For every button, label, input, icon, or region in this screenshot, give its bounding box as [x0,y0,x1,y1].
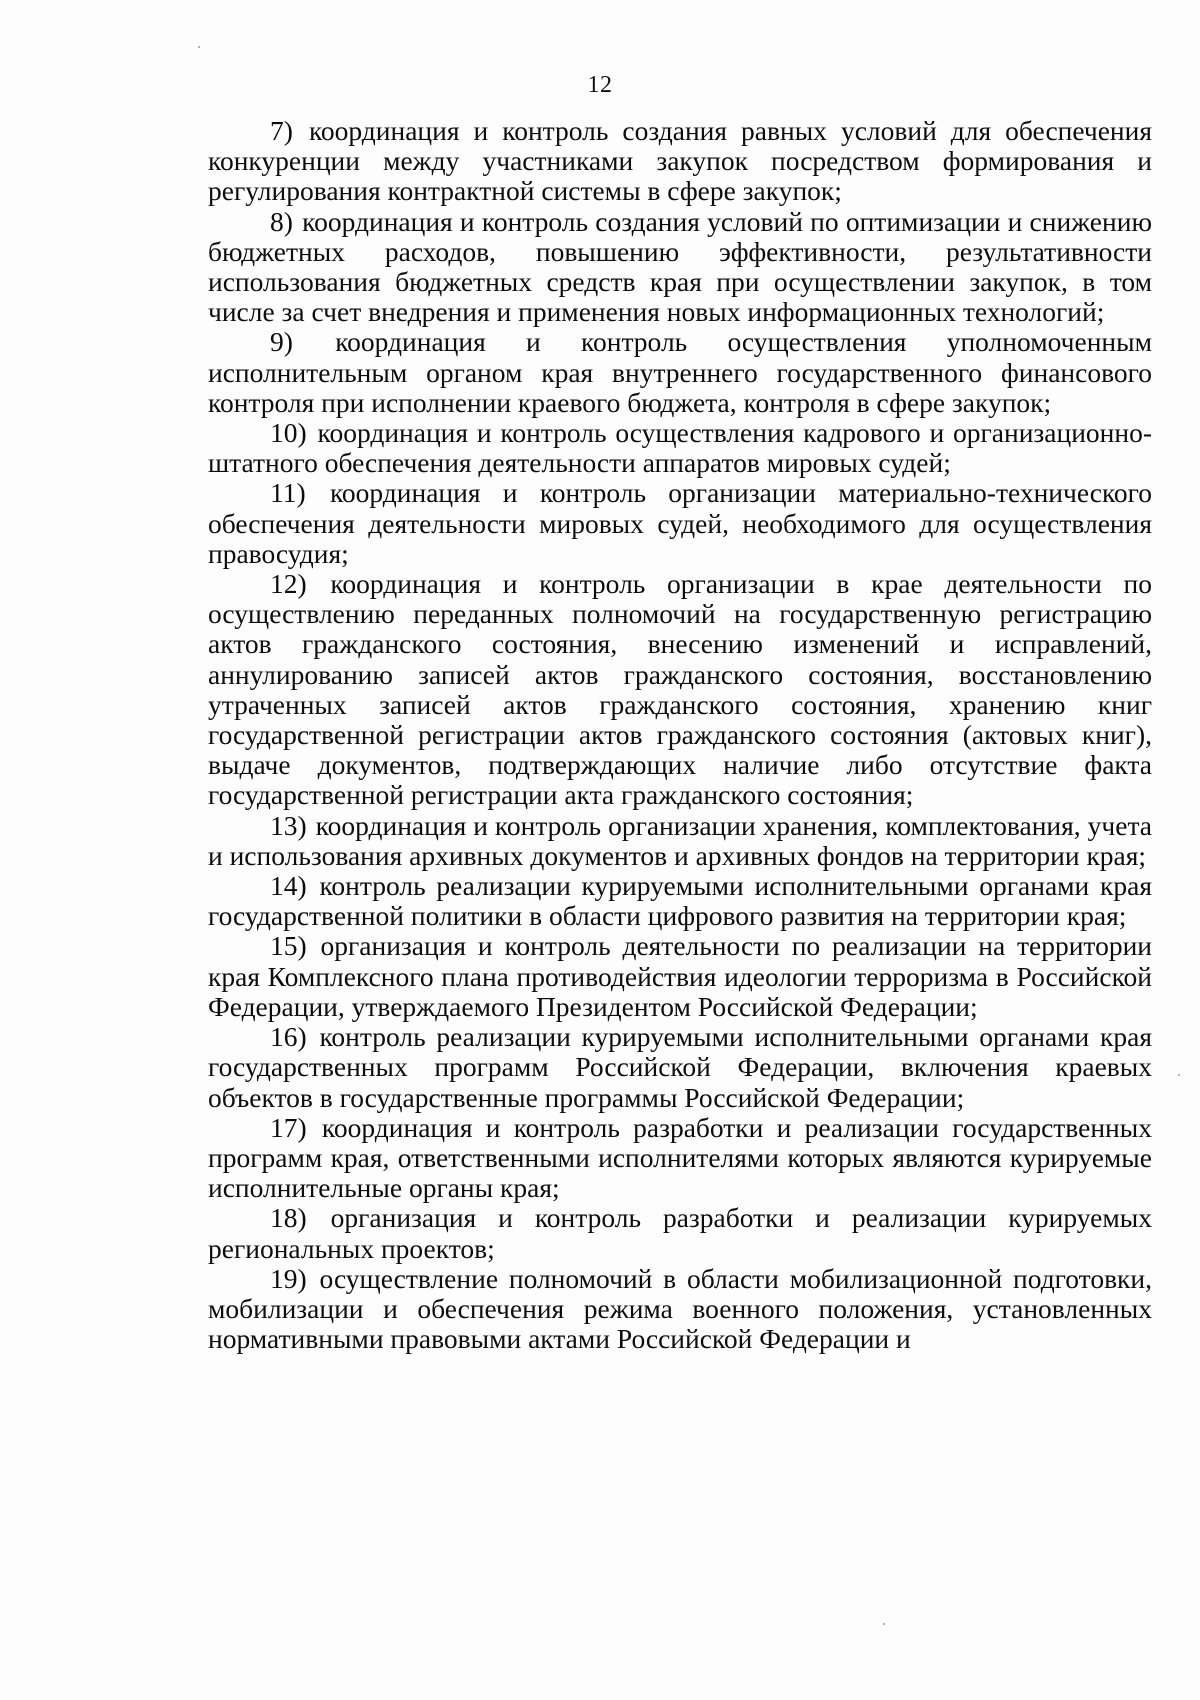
item-number: 13) [270,809,307,841]
list-item-18 [208,1203,1152,1263]
scan-speck [883,1623,885,1625]
item-text: координация и контроль осуществления уполномоченным исполнительным органом края внутреннего государственного финансового контроля при исполнении краевого бюджета, контроля в сфере закупок; [208,326,1153,418]
list-item-11 [208,478,1152,569]
item-text: организация и контроль разработки и реализации курируемых региональных проектов; [208,1202,1153,1264]
item-number: 14) [270,870,307,902]
item-text: контроль реализации курируемыми исполнительными органами края государственных программ Российской Федерации, включения краевых объектов в государственные программы Российской Федерации; [208,1021,1152,1113]
list-item-10 [208,418,1152,478]
item-text: осуществление полномочий в области мобилизационной подготовки, мобилизации и обеспечения режима военного положения, установленных нормативными правовыми актами Российской Федерации и [208,1262,1153,1355]
item-text: координация и контроль организации хранения, комплектования, учета и использования архивных документов и архивных фондов на территории края; [208,809,1153,871]
item-number: 11) [270,477,306,509]
list-item-7 [208,116,1152,207]
list-item-12 [208,569,1152,811]
list-item-9 [208,327,1152,418]
item-text: координация и контроль организации в крае деятельности по осуществлению переданных полномочий на государственную регистрацию актов гражданского состояния, внесению изменений и исправлений, аннулированию записей актов гражданского состояния, восстановлению утраченных записей актов гражданского состояния, хранению книг государственной регистрации актов гражданского состояния (актовых книг), выдаче документов, подтверждающих наличие либо отсутствие факта государственной регистрации акта гражданского состояния; [208,568,1152,811]
item-text: координация и контроль организации материально-технического обеспечения деятельности мировых судей, необходимого для осуществления правосудия; [208,477,1152,569]
item-number: 18) [270,1202,307,1234]
item-number: 9) [270,326,293,358]
list-item-8 [208,207,1152,328]
item-number: 8) [270,205,293,237]
item-text: координация и контроль разработки и реализации государственных программ края, ответственными исполнителями которых являются курируемые исполнительные органы края; [208,1111,1152,1204]
scan-speck [1178,1074,1180,1076]
item-number: 12) [270,568,307,600]
page-number: 12 [587,72,613,98]
item-number: 16) [270,1021,307,1053]
item-number: 17) [270,1111,307,1143]
item-text: координация и контроль создания равных условий для обеспечения конкуренции между участниками закупок посредством формирования и регулирования контрактной системы в сфере закупок; [208,115,1153,207]
list-item-16 [208,1022,1152,1113]
scan-speck [198,46,200,48]
item-text: координация и контроль создания условий по оптимизации и снижению бюджетных расходов, повышению эффективности, результативности использования бюджетных средств края при осуществлении закупок, в том числе за счет внедрения и применения новых информационных технологий; [208,205,1152,328]
list-item-14 [208,871,1152,931]
item-number: 7) [270,115,293,146]
list-item-15 [208,931,1152,1022]
list-item-17 [208,1113,1152,1204]
document-body [208,116,1152,1354]
item-number: 15) [270,930,307,962]
item-text: координация и контроль осуществления кадрового и организационно-штатного обеспечения деятельности аппаратов мировых судей; [208,417,1153,479]
item-text: организация и контроль деятельности по реализации на территории края Комплексного плана противодействия идеологии терроризма в Российской Федерации, утверждаемого Президентом Российской Федерации; [208,930,1153,1022]
item-number: 19) [270,1262,307,1294]
list-item-13 [208,811,1152,871]
item-number: 10) [270,417,307,449]
item-text: контроль реализации курируемыми исполнительными органами края государственной политики в области цифрового развития на территории края; [208,870,1152,932]
list-item-19 [208,1264,1152,1355]
